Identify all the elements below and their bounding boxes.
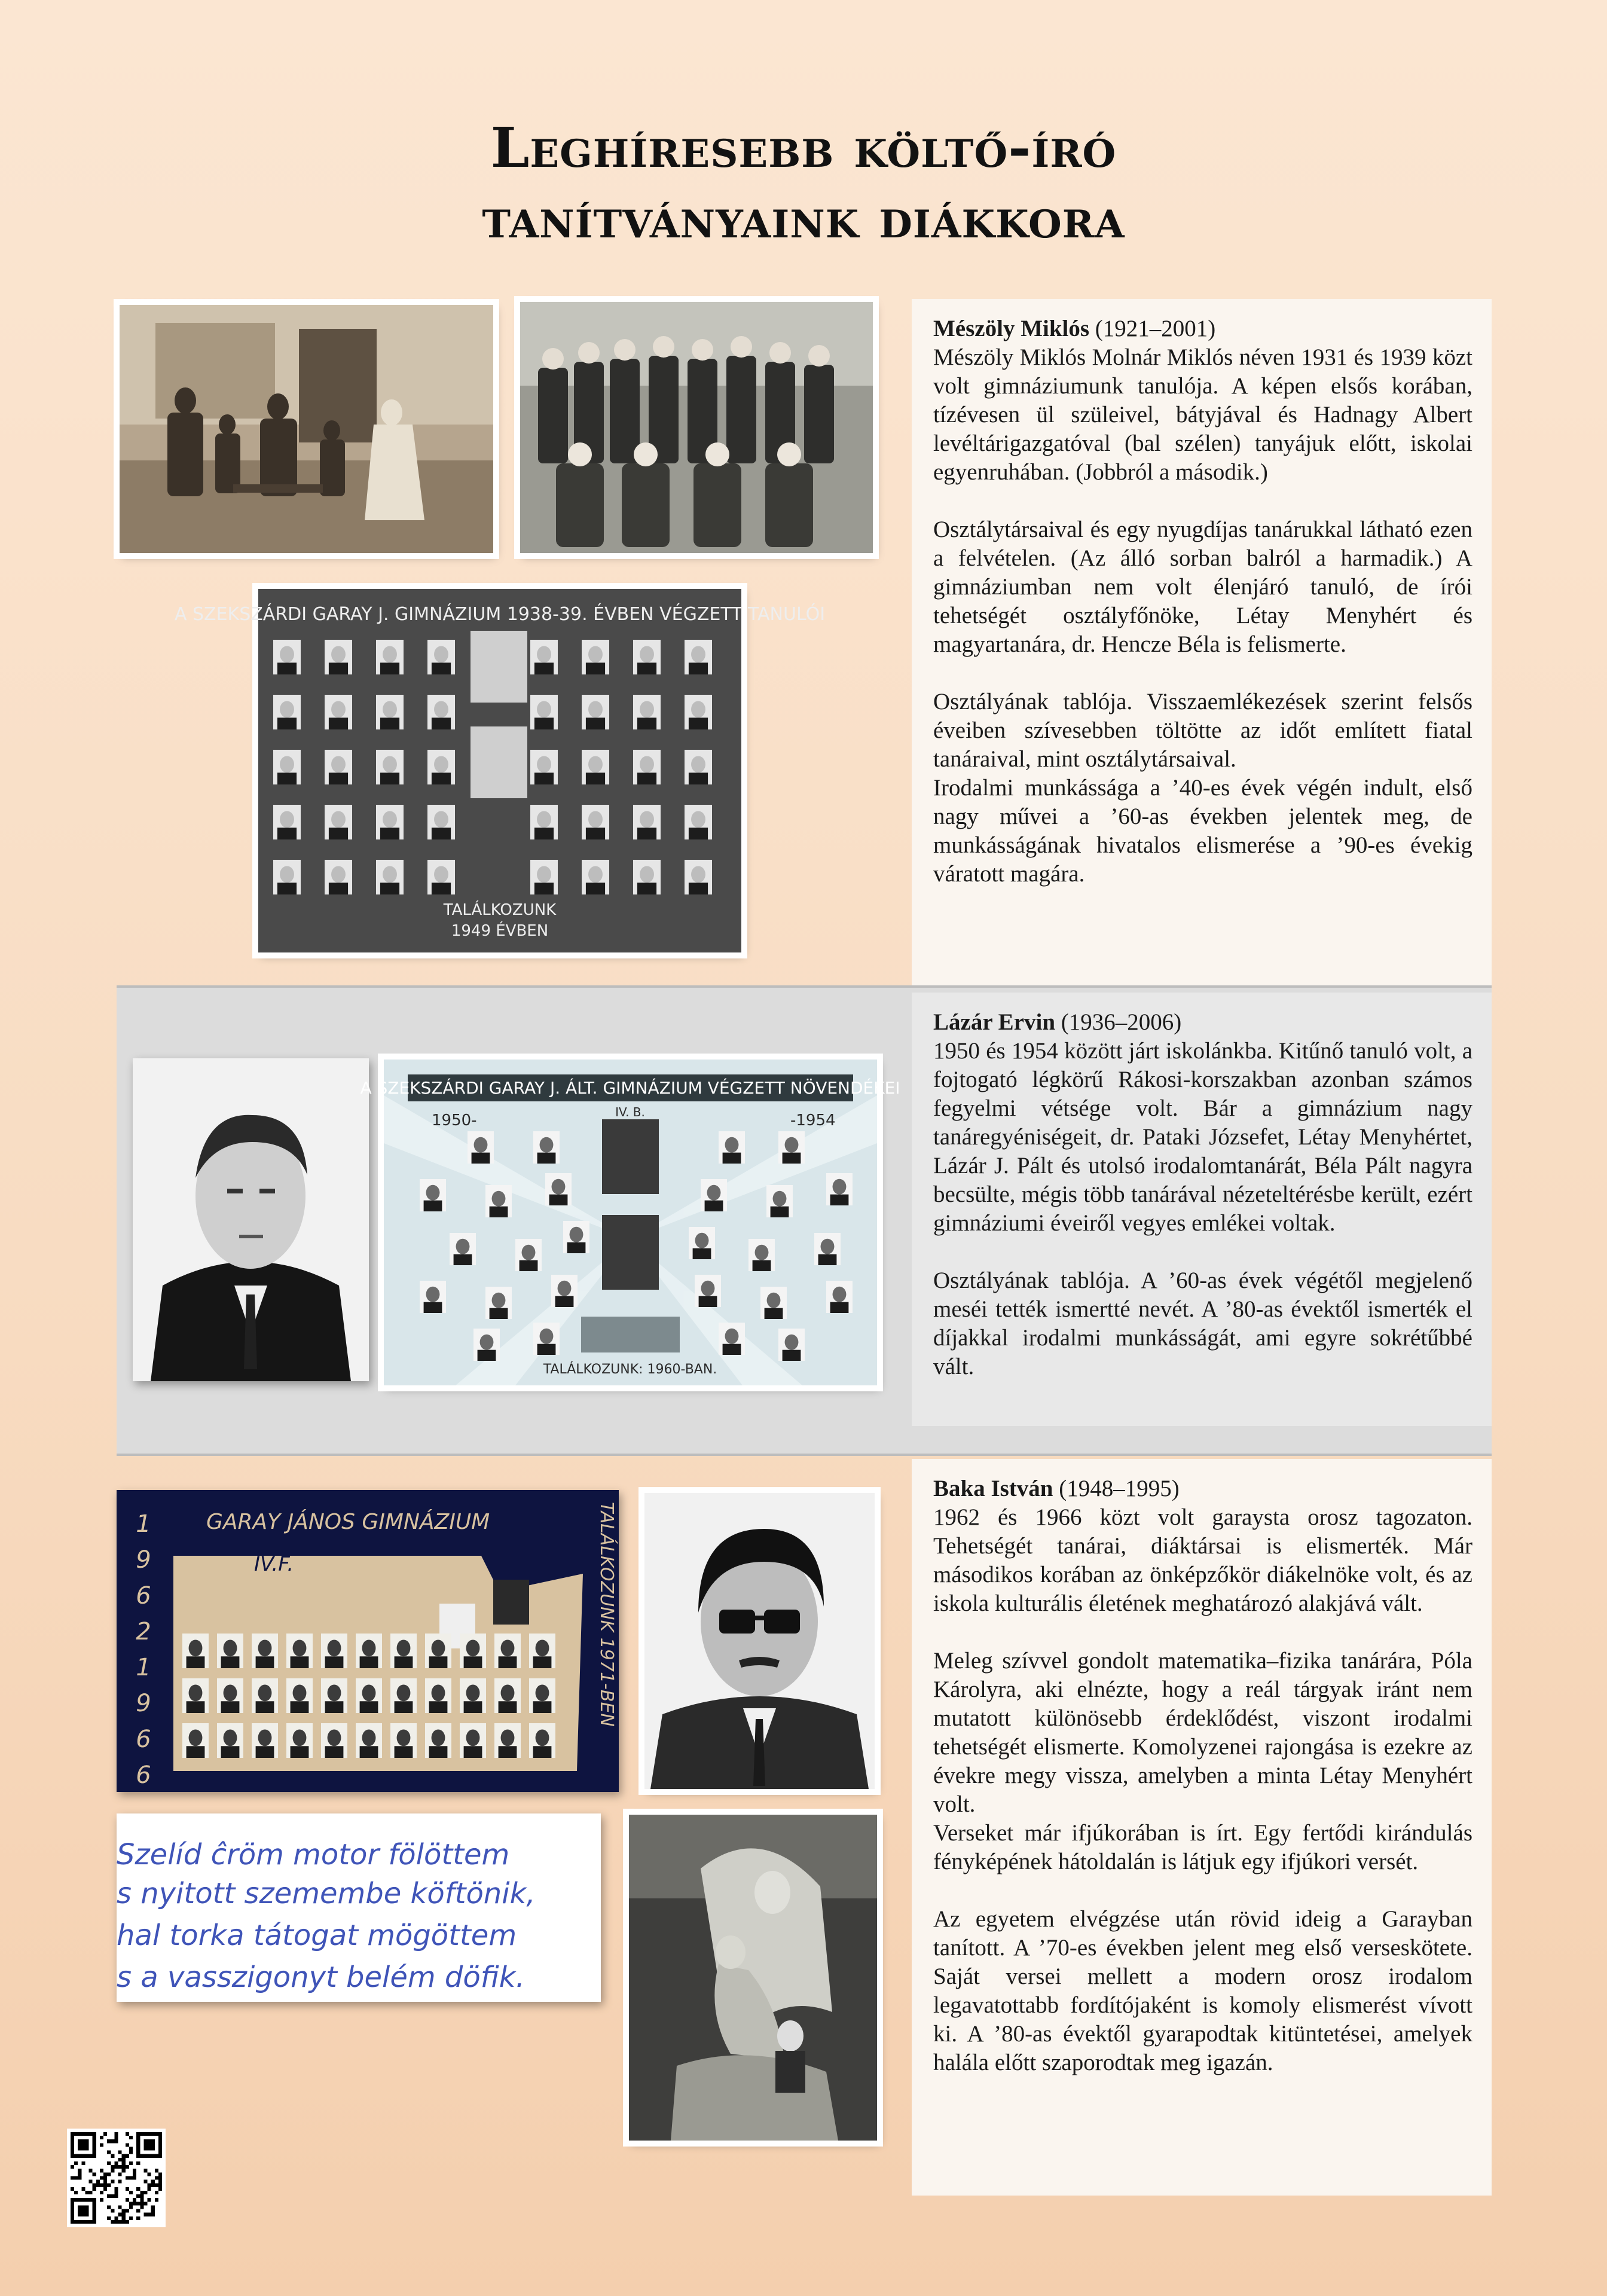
tablo-year-digit: 6 [136, 1582, 151, 1610]
poem-line: s a vasszigonyt belém döfik. [117, 1961, 525, 1994]
title-line-1: Leghíresebb költő-író [490, 115, 1117, 180]
author-years: (1936–2006) [1061, 1009, 1182, 1035]
tablo-header: GARAY JÁNOS GIMNÁZIUM [206, 1510, 490, 1534]
class-tablo-1939 [174, 589, 826, 952]
tablo-year-right: -1954 [790, 1112, 836, 1129]
tablo-year-digit: 1 [136, 1510, 151, 1538]
paragraph: Az egyetem elvégzése után rövid ideig a Garayban tanított. A ’70-es években jelent meg első verseskötete. Saját versei mellett a modern orosz irodalom legavatottabb fordítójaként is komoly elismerést vívott ki. A ’80-as évektől gyarapodtak kitüntetései, amelyek halála előtt szaporodtak meg igazán. [933, 1906, 1472, 2075]
author-years: (1948–1995) [1059, 1476, 1180, 1501]
author-years: (1921–2001) [1095, 316, 1216, 341]
tablo-footer: TALÁLKOZUNK: 1960-BAN. [543, 1362, 717, 1377]
paragraph: Verseket már ifjúkorában is írt. Egy fertődi kirándulás fényképének hátoldalán is látjuk egy ifjúkori versét. [933, 1820, 1472, 1874]
paragraph: Mészöly Miklós Molnár Miklós néven 1931 és 1939 közt volt gimnáziumunk tanulója. A képen elsős korában, tízévesen ül szüleivel, bátyjával és Hadnagy Albert levéltárigazgatóval (bal szélen) tanyájuk előtt, iskolai egyenruhában. (Jobbról a második.) [933, 344, 1472, 485]
portrait-lazar [133, 1058, 369, 1381]
section-text-meszoly [912, 299, 1492, 985]
section-text-lazar [912, 993, 1492, 1426]
divider [117, 985, 1492, 988]
paragraph: Osztályának tablója. Visszaemlékezések szerint felsős éveiben szívesebben töltötte az időt említett fiatal tanáraival, mint osztálytársaival. [933, 689, 1472, 772]
title-line-2: tanítványaink diákkora [482, 186, 1125, 251]
tablo-footer: 1949 ÉVBEN [451, 922, 549, 940]
tablo-year-digit: 2 [136, 1618, 151, 1645]
class-group-photo [520, 302, 873, 553]
tablo-footer: TALÁLKOZUNK [443, 901, 557, 919]
poem-line: hal torka tátogat mögöttem [117, 1919, 517, 1952]
paragraph: Meleg szívvel gondolt matematika–fizika tanárára, Póla Károlyra, aki elnézte, hogy a reál tárgyak iránt nem mutatott különösebb érdeklődést, viszont irodalmi tehetségét elismerte. Komolyzenei rajongása is ezekre az évekre megy vissza, amelyben a minta Létay Menyhért volt. [933, 1648, 1472, 1817]
tablo-year-digit: 9 [136, 1546, 151, 1574]
tablo-year-digit: 9 [136, 1690, 151, 1717]
paragraph: 1962 és 1966 közt volt garaysta orosz tagozaton. Tehetségét tanárai, diáktársai is elismerték. Már másodikos korában az önképzőkör diákelnöke volt, és az iskola kulturális életének meghatározó alakjává vált. [933, 1504, 1472, 1616]
paragraph: Osztályának tablója. A ’60-as évek végétől megjelenő meséi tették ismertté nevét. A ’80-as évektől ismerték el díjakkal irodalmi munkásságát, ami egyre sokrétűbbé vált. [933, 1268, 1472, 1379]
divider [117, 1454, 1492, 1456]
portrait-baka [644, 1493, 875, 1789]
class-tablo-1966 [117, 1490, 619, 1792]
author-name: Lázár Ervin [933, 1009, 1056, 1035]
paragraph: 1950 és 1954 között járt iskolánkba. Kitűnő tanuló volt, a fojtogató légkörű Rákosi-korszakban azonban számos fegyelmi vétsége volt. Bár a gimnázium nagy tanáregyéniségeit, dr. Pataki Józsefet, Létay Menyhértet, Lázár J. Pált és utolsó irodalomtanárát, Béla Pált nagyra becsülte, mégis több tanárával nézeteltérésbe került, ezért gimnáziumi éveiről vegyes emlékei voltak. [933, 1038, 1472, 1236]
poem-line: Szelíd ĉröm motor fölöttem [117, 1838, 510, 1871]
poem-line: s nyitott szemembe köftönik, [117, 1877, 536, 1910]
qr-code[interactable] [67, 2129, 166, 2227]
tablo-header: A SZEKSZÁRDI GARAY J. GIMNÁZIUM 1938-39. ÉVBEN VÉGZETT TANULÓI [174, 604, 826, 625]
tablo-year-digit: 6 [136, 1726, 151, 1753]
tablo-class-label: IV.F. [254, 1552, 294, 1576]
tablo-year-digit: 1 [136, 1654, 151, 1681]
tablo-header: A SZEKSZÁRDI GARAY J. ÁLT. GIMNÁZIUM VÉGZETT NÖVENDÉKEI [360, 1078, 900, 1098]
tablo-class-label: IV. B. [615, 1105, 645, 1119]
page-title [0, 112, 1607, 254]
tablo-right-vertical: TALÁLKOZUNK 1971-BEN [596, 1502, 617, 1727]
tablo-year-digit: 6 [136, 1761, 151, 1789]
author-name: Baka István [933, 1476, 1053, 1501]
paragraph: Osztálytársaival és egy nyugdíjas tanárukkal látható ezen a felvételen. (Az álló sorban balról a harmadik.) A gimnáziumban nem volt élenjáró tanuló, de írói tehetségét osztályfőnöke, Létay Menyhért és magyartanára, dr. Hencze Béla is felismerte. [933, 517, 1472, 657]
class-tablo-1954 [360, 1060, 900, 1385]
poem-handwriting [117, 1813, 601, 2002]
tablo-year-left: 1950- [432, 1112, 477, 1129]
paragraph: Irodalmi munkássága a ’40-es évek végén indult, első nagy művei a ’60-as években jelentek meg, de munkásságának hivatalos elismerése a ’90-es évekig váratott magára. [933, 775, 1472, 887]
author-name: Mészöly Miklós [933, 316, 1090, 341]
statue-photo [629, 1815, 877, 2141]
section-text-baka [912, 1459, 1492, 2196]
family-photo [120, 305, 493, 553]
